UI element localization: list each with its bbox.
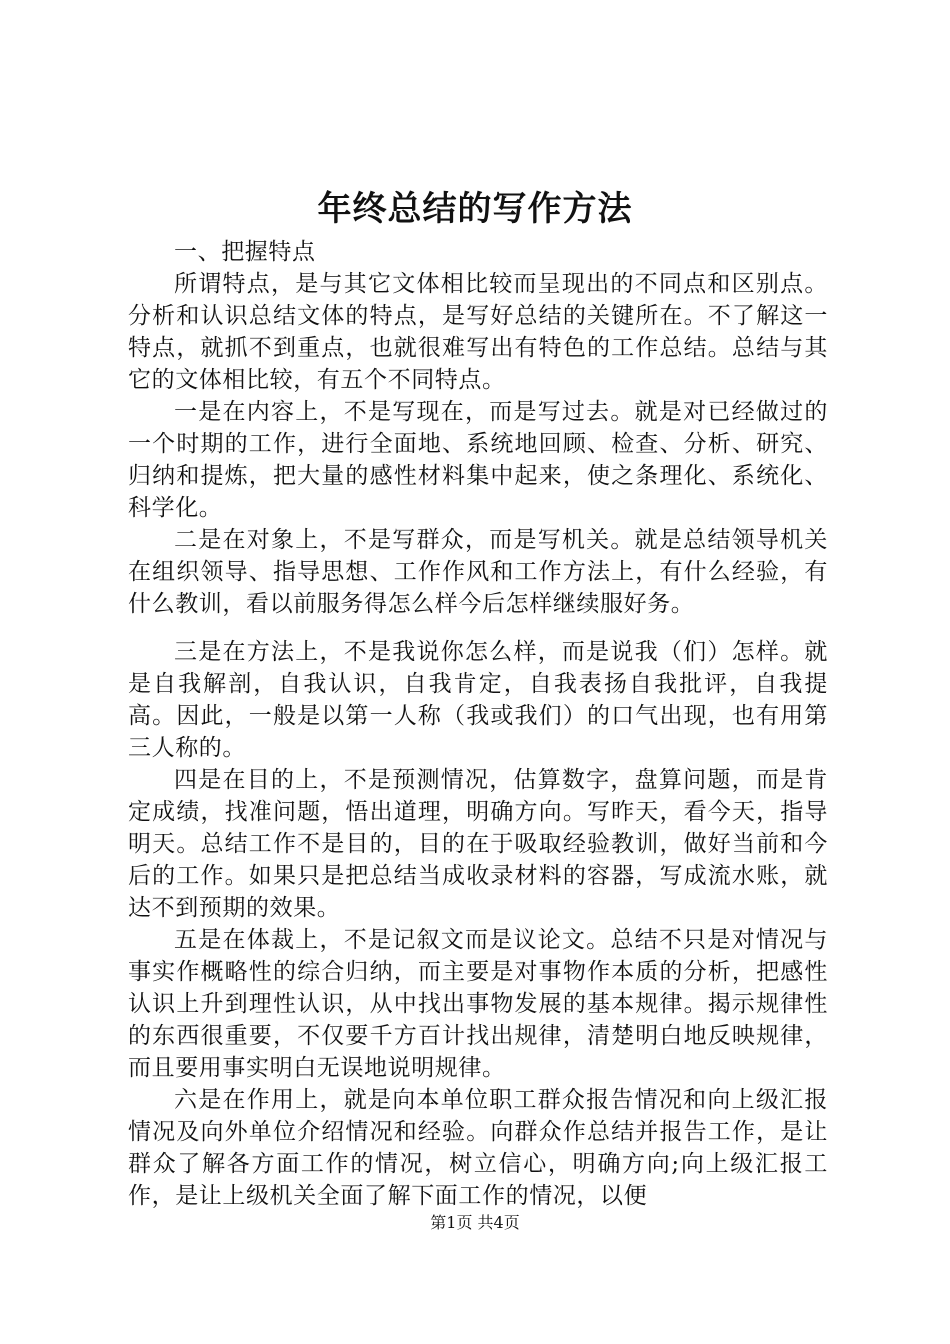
- paragraph-point-3: 三是在方法上，不是我说你怎么样，而是说我（们）怎样。就是自我解剖，自我认识，自我肯定，自我表扬自我批评，自我提高。因此，一般是以第一人称（我或我们）的口气出现，也有用第三人称的。: [128, 639, 828, 761]
- paragraph-point-5: 五是在体裁上，不是记叙文而是议论文。总结不只是对情况与事实作概略性的综合归纳，而主要是对事物作本质的分析，把感性认识上升到理性认识，从中找出事物发展的基本规律。揭示规律性的东西很重要，不仅要千方百计找出规律，清楚明白地反映规律，而且要用事实明白无误地说明规律。: [128, 927, 828, 1081]
- paragraph-intro: 所谓特点，是与其它文体相比较而呈现出的不同点和区别点。分析和认识总结文体的特点，是写好总结的关键所在。不了解这一特点，就抓不到重点，也就很难写出有特色的工作总结。总结与其它的文体相比较，有五个不同特点。: [128, 271, 828, 393]
- section-heading: 一、把握特点: [174, 239, 316, 265]
- document-title: 年终总结的写作方法: [317, 189, 633, 229]
- page-footer: 第1页 共4页: [430, 1213, 520, 1232]
- paragraph-point-2: 二是在对象上，不是写群众，而是写机关。就是总结领导机关在组织领导、指导思想、工作作风和工作方法上，有什么经验，有什么教训，看以前服务得怎么样今后怎样继续服好务。: [128, 527, 828, 617]
- paragraph-point-6: 六是在作用上，就是向本单位职工群众报告情况和向上级汇报情况及向外单位介绍情况和经验。向群众作总结并报告工作，是让群众了解各方面工作的情况，树立信心，明确方向;向上级汇报工作，是让上级机关全面了解下面工作的情况，以便: [128, 1087, 828, 1209]
- paragraph-point-4: 四是在目的上，不是预测情况，估算数字，盘算问题，而是肯定成绩，找准问题，悟出道理，明确方向。写昨天，看今天，指导明天。总结工作不是目的，目的在于吸取经验教训，做好当前和今后的工作。如果只是把总结当成收录材料的容器，写成流水账，就达不到预期的效果。: [128, 767, 828, 921]
- document-body: [128, 236, 828, 1212]
- paragraph-point-1: 一是在内容上，不是写现在，而是写过去。就是对已经做过的一个时期的工作，进行全面地、系统地回顾、检查、分析、研究、归纳和提炼，把大量的感性材料集中起来，使之条理化、系统化、科学化。: [128, 399, 828, 521]
